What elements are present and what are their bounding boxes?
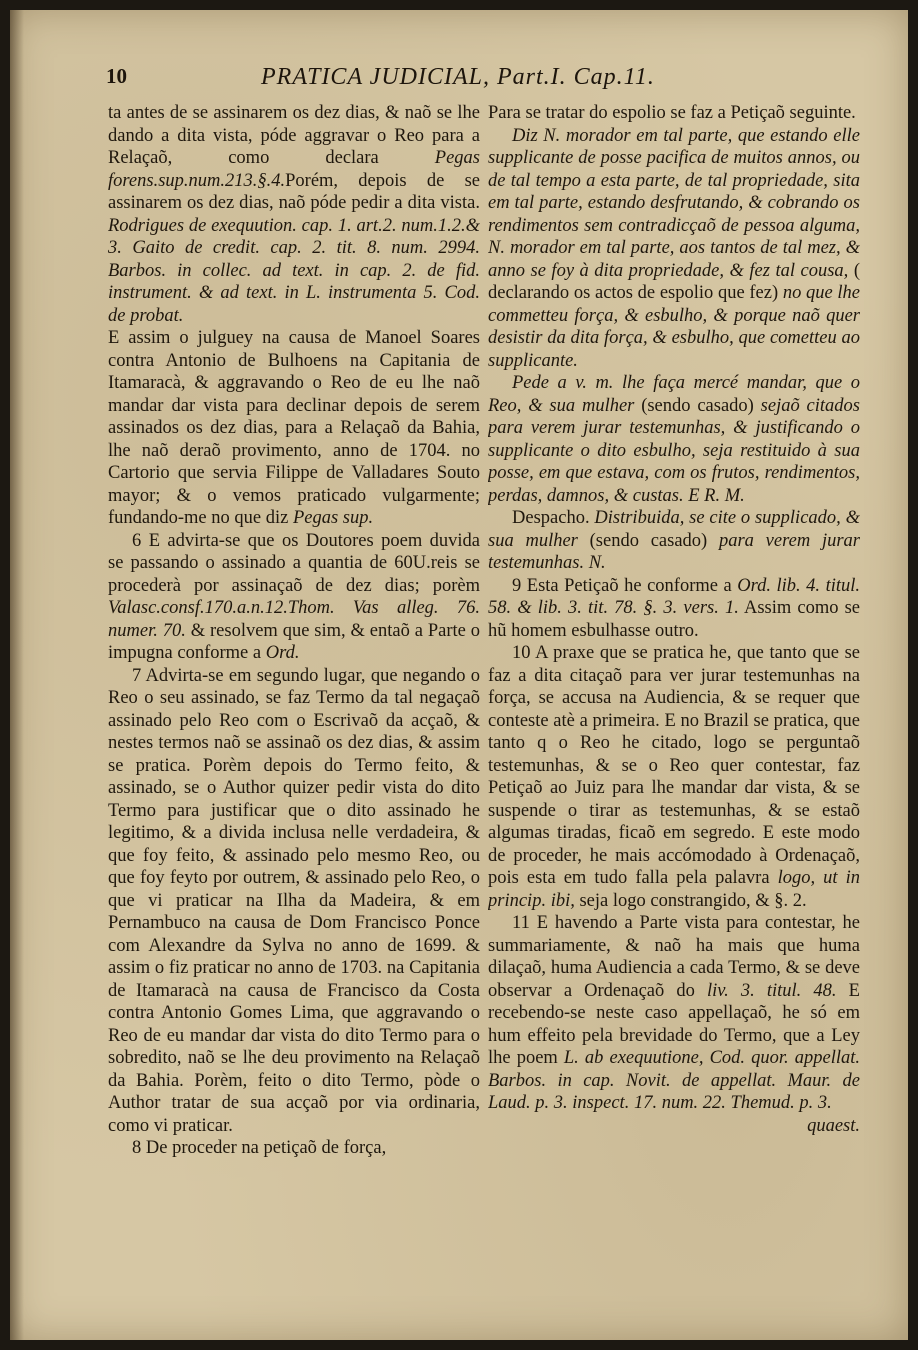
paragraph-9: 9 Esta Petiçaõ he conforme a Ord. lib. 4. titul. 58. & lib. 3. tit. 78. §. 3. vers. 1. Assim como se hũ homem esbulhasse outro. bbox=[488, 575, 860, 641]
paragraph-6: 6 E advirta-se que os Doutores poem duvida se passando o assinado a quantia de 60U.reis se procederà por assinaçaõ de dez dias; porèm Valasc.consf.170.a.n.12.Thom. Vas alleg. 76. numer. 70. & resolvem que sim, & entaõ a Parte o impugna conforme a Ord. bbox=[108, 530, 480, 663]
paragraph-11: 11 E havendo a Parte vista para contestar, he summariamente, & naõ ha mais que huma dilaçaõ, huma Audiencia a cada Termo, & se deve observar a Ordenaçaõ do liv. 3. titul. 48. E recebendo-se neste caso appellaçaõ, he só em hum effeito pela brevidade do Termo, que a Ley lhe poem L. ab exequutione, Cod. quor. appellat. Barbos. in cap. Novit. de appellat. Maur. de Laud. p. 3. inspect. 17. num. 22. Themud. p. 3. bbox=[488, 913, 860, 1113]
despacho: Despacho. Distribuida, se cite o supplicado, & sua mulher (sendo casado) para verem jurar testemunhas. N. bbox=[488, 508, 860, 573]
running-title: PRATICA JUDICIAL, Part.I. Cap.11. bbox=[261, 64, 655, 90]
paragraph-8: 8 De proceder na petiçaõ de força, bbox=[132, 1138, 387, 1158]
paragraph: ta antes de se assinarem os dez dias, & naõ se lhe dando a dita vista, póde aggravar o Reo para a Relaçaõ, como declara Pegas forens.sup.num.213.§.4.Porém, depois de se assinarem os dez dias, naõ póde pedir a dita vista. Rodrigues de exequution. cap. 1. art.2. num.1.2.& 3. Gaito de credit. cap. 2. tit. 8. num. 2994. Barbos. in collec. ad text. in cap. 2. de fid. instrument. & ad text. in L. instrumenta 5. Cod. de probat. bbox=[108, 103, 480, 326]
paragraph: Para se tratar do espolio se faz a Petiçaõ seguinte. bbox=[488, 103, 856, 123]
right-column bbox=[488, 102, 860, 1282]
book-page bbox=[10, 10, 908, 1340]
paragraph-7: 7 Advirta-se em segundo lugar, que negando o Reo o seu assinado, se faz Termo da tal negaçaõ assinado pelo Reo com o Escrivaõ da acçaõ, & nestes termos naõ se assinaõ os dez dias, & assim se pratica. Porèm depois do Termo feito, & assinado, se o Author quizer pedir vista do dito Termo para justificar que o dito assinado he legitimo, & a divida inclusa nelle verdadeira, & que foy feito, & assinado pelo mesmo Reo, ou que foy feyto por outrem, & assinado pelo Reo, o que vi praticar na Ilha da Madeira, & em Pernambuco na causa de Dom Francisco Ponce com Alexandre da Sylva no anno de 1699. & assim o fiz praticar no anno de 1703. na Capitania de Itamaracà na causa de Francisco da Costa contra Antonio Gomes Lima, que aggravando o Reo de eu mandar dar vista do dito Termo para o sobredito, naõ se lhe deu provimento na Relaçaõ da Bahia. Porèm, feito o dito Termo, pòde o Author tratar de sua acçaõ por via ordinaria, como vi praticar. bbox=[108, 665, 480, 1136]
petition-text: Diz N. morador em tal parte, que estando elle supplicante de posse pacifica de muitos annos, ou de tal tempo a esta parte, de tal propriedade, sita em tal parte, estando desfrutando, & cobrando os rendimentos sem contradicçaõ de pessoa alguma, N. morador em tal parte, aos tantos de tal mez, & anno se foy à dita propriedade, & fez tal cousa, ( declarando os actos de espolio que fez) no que lhe commetteu força, & esbulho, & porque naõ quer desistir da dita força, & esbulho, que cometteu ao supplicante. bbox=[488, 125, 860, 371]
page-number: 10 bbox=[106, 64, 127, 88]
page-spine-shadow bbox=[10, 10, 24, 1340]
paragraph: E assim o julguey na causa de Manoel Soares contra Antonio de Bulhoens na Capitania de Itamaracà, & aggravando o Reo de eu lhe naõ mandar dar vista para declinar depois de serem assinados os dez dias, para a Relaçaõ da Bahia, lhe naõ deraõ provimento, anno de 1704. no Cartorio que servia Filippe de Valladares Souto mayor; & o vemos praticado vulgarmente; fundando-me no que diz Pegas sup. bbox=[108, 328, 480, 528]
left-column bbox=[108, 102, 480, 1282]
petition-request: Pede a v. m. lhe faça mercé mandar, que o Reo, & sua mulher (sendo casado) sejaõ citados para verem jurar testemunhas, & justificando o supplicante o dito esbulho, seja restituido à sua posse, em que estava, com os frutos, rendimentos, perdas, damnos, & custas. E R. M. bbox=[488, 373, 860, 506]
paragraph-10: 10 A praxe que se pratica he, que tanto que se faz a dita citaçaõ para ver jurar testemunhas na força, se accusa na Audiencia, & se requer que conteste atè a primeira. E no Brazil se pratica, que tanto q o Reo he citado, logo se perguntaõ testemunhas, & se o Reo quer contestar, faz Petiçaõ ao Juiz para lhe mandar dar vista, & se suspende o tirar as testemunhas, & se estaõ algumas tiradas, ficaõ em segredo. E este modo de proceder, he mais accómodado à Ordenaçaõ, pois esta em tudo falla pela palavra logo, ut in princip. ibi, seja logo constrangido, & §. 2. bbox=[488, 643, 860, 911]
running-head bbox=[106, 64, 906, 94]
catchword: quaest. bbox=[807, 1115, 860, 1136]
